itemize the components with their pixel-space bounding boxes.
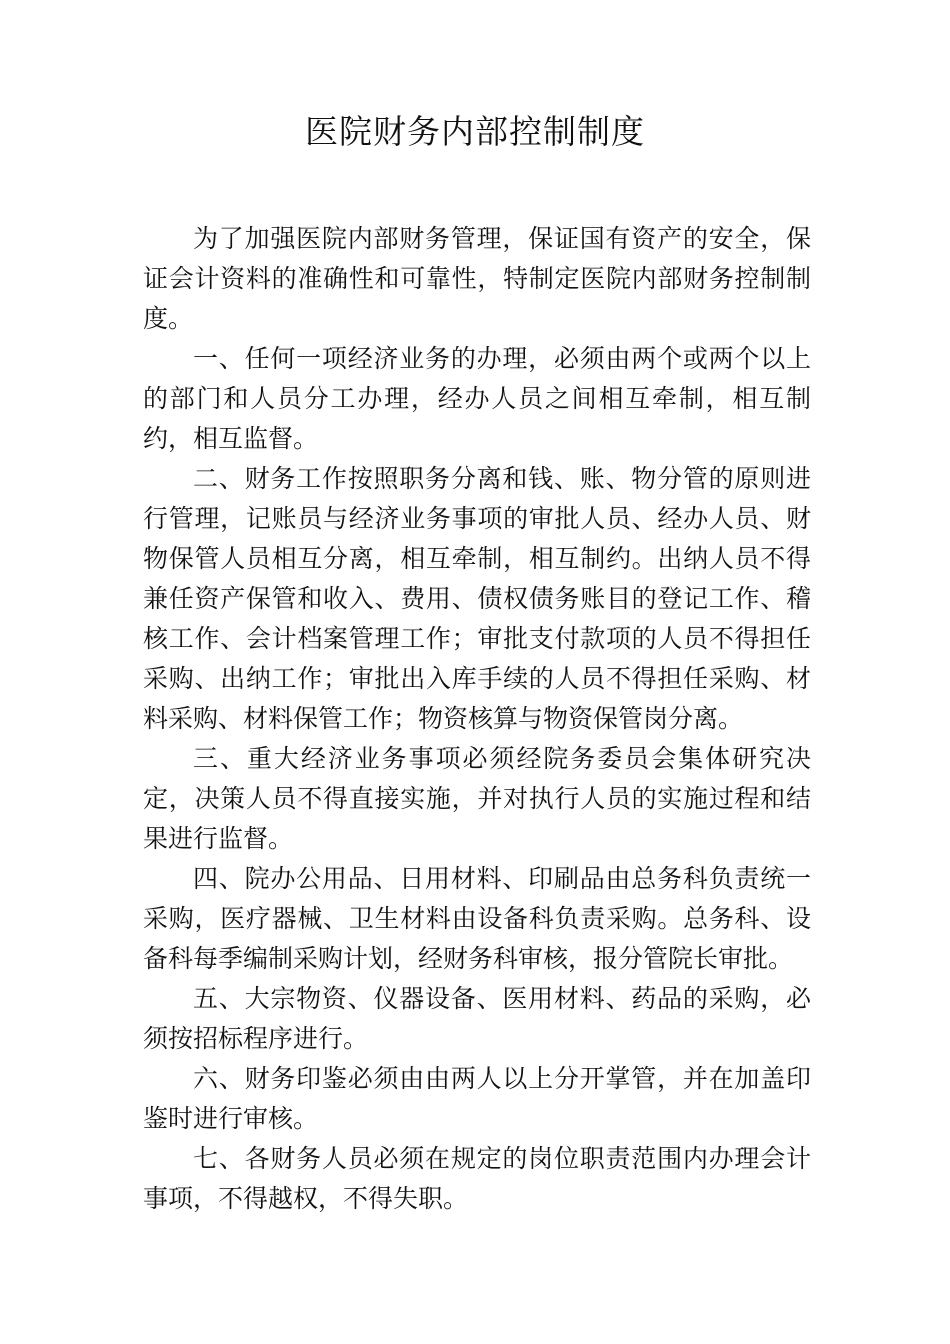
paragraph-clause-2: 二、财务工作按照职务分离和钱、账、物分管的原则进行管理，记账员与经济业务事项的审批人员、经办人员、财物保管人员相互分离，相互牵制，相互制约。出纳人员不得兼任资产保管和收入、费用、债权债务账目的登记工作、稽核工作、会计档案管理工作；审批支付款项的人员不得担任采购、出纳工作；审批出入库手续的人员不得担任采购、材料采购、材料保管工作；物资核算与物资保管岗分离。 [143,464,811,733]
paragraph-clause-7: 七、各财务人员必须在规定的岗位职责范围内办理会计事项，不得越权，不得失职。 [143,1144,811,1213]
paragraph-clause-6: 六、财务印鉴必须由由两人以上分开掌管，并在加盖印鉴时进行审核。 [143,1064,811,1133]
paragraph-clause-5: 五、大宗物资、仪器设备、医用材料、药品的采购，必须按招标程序进行。 [143,984,811,1053]
paragraph-clause-1: 一、任何一项经济业务的办理，必须由两个或两个以上的部门和人员分工办理，经办人员之间相互牵制，相互制约，相互监督。 [143,344,811,453]
paragraph-clause-4: 四、院办公用品、日用材料、印刷品由总务科负责统一采购，医疗器械、卫生材料由设备科负责采购。总务科、设备科每季编制采购计划，经财务科审核，报分管院长审批。 [143,864,811,973]
paragraph-clause-3: 三、重大经济业务事项必须经院务委员会集体研究决定，决策人员不得直接实施，并对执行人员的实施过程和结果进行监督。 [143,744,811,853]
document-title: 医院财务内部控制制度 [305,112,645,151]
paragraph-intro: 为了加强医院内部财务管理，保证国有资产的安全，保证会计资料的准确性和可靠性，特制定医院内部财务控制制度。 [143,224,811,333]
document-body [143,219,811,1219]
